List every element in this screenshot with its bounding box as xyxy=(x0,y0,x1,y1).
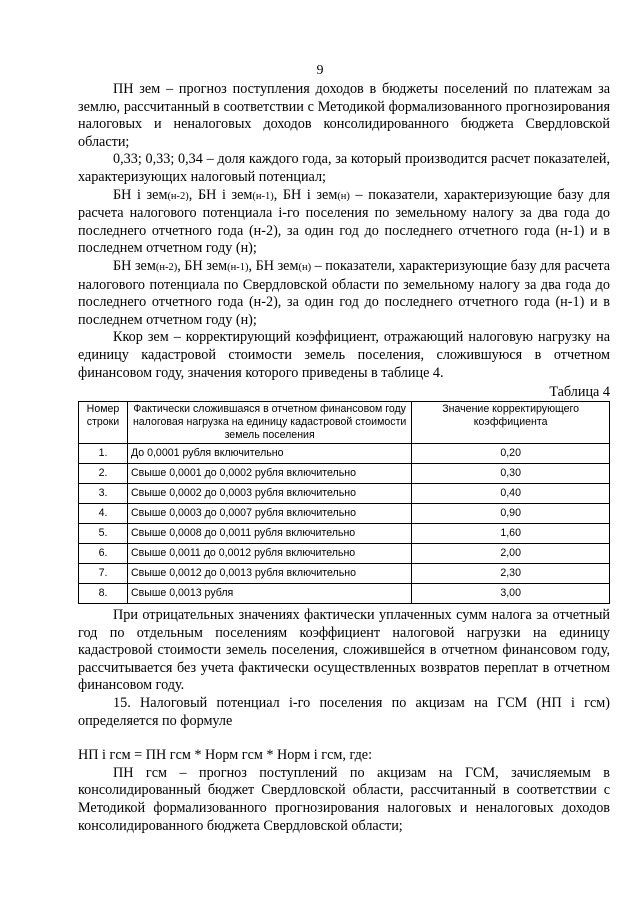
page-number: 9 xyxy=(316,63,324,78)
row-coefficient: 2,30 xyxy=(412,564,610,584)
row-coefficient: 0,30 xyxy=(412,464,610,484)
row-coefficient: 0,90 xyxy=(412,504,610,524)
table-row xyxy=(79,444,610,464)
table-row xyxy=(79,504,610,524)
row-coefficient: 1,60 xyxy=(412,524,610,544)
table-row xyxy=(79,564,610,584)
table-row xyxy=(79,484,610,504)
row-number: 7. xyxy=(79,564,128,584)
row-number: 6. xyxy=(79,544,128,564)
paragraph-bn-i-zem: БН i зем(н-2), БН i зем(н-1), БН i зем(н) – показатели, характеризующие базу для расчета налогового потенциала i-го поселения по земельному налогу за два года до последнего отчетного года (н-2), за один год до последнего отчетного года (н-1) и в последнем отчетном году (н); xyxy=(78,186,611,257)
row-tax-load: Свыше 0,0011 до 0,0012 рубля включительно xyxy=(127,544,411,564)
table-header-row xyxy=(79,402,610,444)
row-tax-load: Свыше 0,0001 до 0,0002 рубля включительно xyxy=(127,464,411,484)
document-body xyxy=(78,81,610,835)
paragraph-negative-values: При отрицательных значениях фактически уплаченных сумм налога за отчетный год по отдельным поселениям коэффициент налоговой нагрузки на единицу кадастровой стоимости земель поселения, сложившейся в отчетном финансовом году, рассчитывается без учета фактически осуществленных возвратов переплат в отчетном финансовом году. xyxy=(78,607,610,694)
row-tax-load: Свыше 0,0002 до 0,0003 рубля включительно xyxy=(127,484,411,504)
row-number: 5. xyxy=(79,524,128,544)
paragraph-pn-gsm: ПН гсм – прогноз поступлений по акцизам на ГСМ, зачисляемым в консолидированный бюджет Свердловской области, рассчитанный в соответствии с Методикой формализованного прогнозирования налоговых и неналоговых доходов консолидированного бюджета Свердловской области; xyxy=(78,764,610,834)
row-tax-load: Свыше 0,0003 до 0,0007 рубля включительно xyxy=(127,504,411,524)
paragraph-bn-zem: БН зем(н-2), БН зем(н-1), БН зем(н) – показатели, характеризующие базу для расчета налогового потенциала по Свердловской области по земельному налогу за два года до последнего отчетного года (н-2), за один год до последнего отчетного года (н-1) и в последнем отчетном году (н); xyxy=(78,257,611,328)
table-row xyxy=(79,584,610,604)
table-row xyxy=(79,464,610,484)
row-number: 1. xyxy=(79,444,128,464)
header-tax-load: Фактически сложившаяся в отчетном финансовом году налоговая нагрузка на единицу кадастровой стоимости земель поселения xyxy=(127,402,411,444)
row-tax-load: До 0,0001 рубля включительно xyxy=(127,444,411,464)
row-coefficient: 0,40 xyxy=(412,484,610,504)
paragraph-pn-zem: ПН зем – прогноз поступления доходов в бюджеты поселений по платежам за землю, рассчитанный в соответствии с Методикой формализованного прогнозирования налоговых и неналоговых доходов консолидированного бюджета Свердловской области; xyxy=(78,81,610,150)
row-number: 4. xyxy=(79,504,128,524)
row-number: 3. xyxy=(79,484,128,504)
table-row xyxy=(79,524,610,544)
row-coefficient: 2,00 xyxy=(412,544,610,564)
coefficient-table xyxy=(78,401,610,604)
table-row xyxy=(79,544,610,564)
row-tax-load: Свыше 0,0008 до 0,0011 рубля включительно xyxy=(127,524,411,544)
paragraph-item-15: 15. Налоговый потенциал i-го поселения по акцизам на ГСМ (НП i гсм) определяется по формуле xyxy=(78,695,610,729)
row-number: 2. xyxy=(79,464,128,484)
row-tax-load: Свыше 0,0013 рубля xyxy=(127,584,411,604)
paragraph-year-shares: 0,33; 0,33; 0,34 – доля каждого года, за который производится расчет показателей, характеризующих налоговый потенциал; xyxy=(78,151,610,185)
row-coefficient: 0,20 xyxy=(412,444,610,464)
header-coefficient: Значение корректирующего коэффициента xyxy=(412,402,610,444)
row-coefficient: 3,00 xyxy=(412,584,610,604)
header-row-number: Номер строки xyxy=(79,402,128,444)
table-caption: Таблица 4 xyxy=(549,384,610,401)
formula-np-gsm: НП i гсм = ПН гсм * Норм гсм * Норм i гсм, где: xyxy=(78,747,373,764)
paragraph-kkor-zem: Ккор зем – корректирующий коэффициент, отражающий налоговую нагрузку на единицу кадастровой стоимости земель поселения, сложившуюся в отчетном финансовом году, значения которого приведены в таблице 4. xyxy=(78,329,610,381)
row-number: 8. xyxy=(79,584,128,604)
row-tax-load: Свыше 0,0012 до 0,0013 рубля включительно xyxy=(127,564,411,584)
